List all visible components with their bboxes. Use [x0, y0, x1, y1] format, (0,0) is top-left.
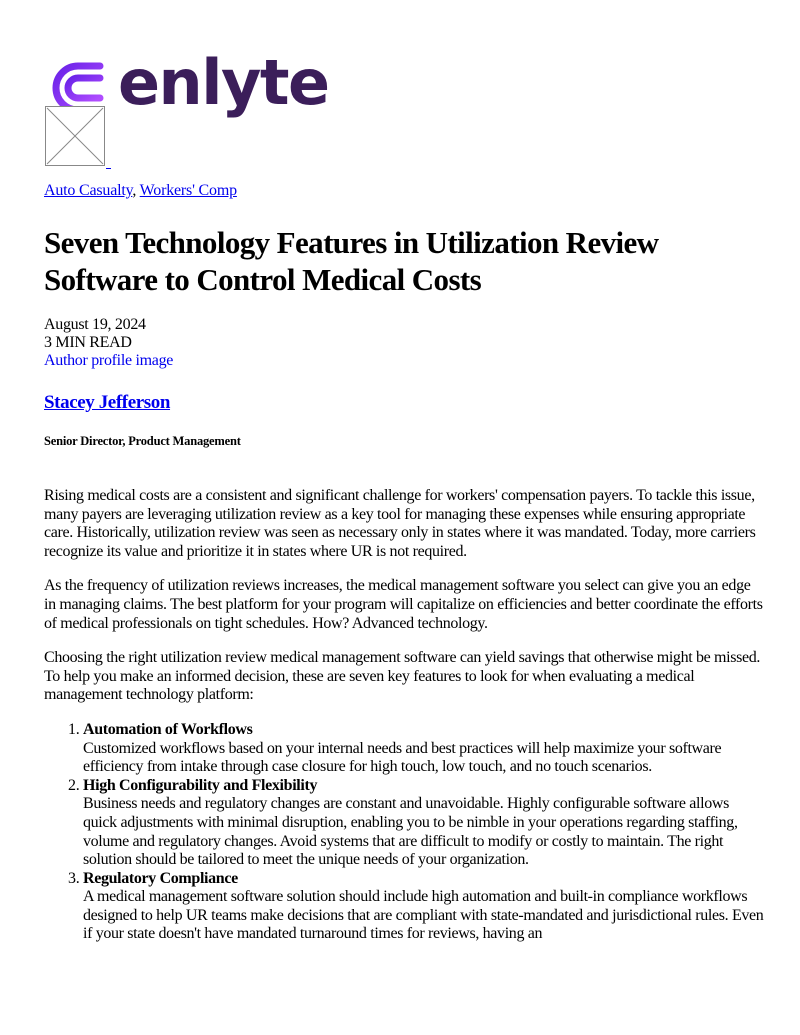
list-item: [83, 870, 764, 944]
article-body: [44, 487, 764, 944]
category-link-auto-casualty[interactable]: Auto Casualty: [44, 182, 133, 199]
author-profile-image-link[interactable]: Author profile image: [44, 352, 174, 369]
author-name-link[interactable]: Stacey Jefferson: [44, 392, 171, 413]
category-link-workers-comp[interactable]: Workers' Comp: [139, 182, 237, 199]
list-item: [83, 777, 764, 870]
article-read-time: 3 MIN READ: [44, 334, 132, 351]
paragraph-intro: Rising medical costs are a consistent and significant challenge for workers' compensation payers. To tackle this issue, many payers are leveraging utilization review as a key tool for managing these expenses while ensuring appropriate care. Historically, utilization review was seen as necessary only in states where it was mandated. Today, more carriers recognize its value and prioritize it in states where UR is not required.: [44, 487, 756, 560]
feature-heading: Automation of Workflows: [83, 720, 253, 738]
logo-wordmark: enlyte: [118, 50, 329, 119]
feature-text: Customized workflows based on your internal needs and best practices will help maximize your software efficiency from intake through case closure for high touch, low touch, and no touch scenarios.: [83, 739, 722, 776]
feature-text: Business needs and regulatory changes are constant and unavoidable. Highly configurable software allows quick adjustments with minimal disruption, enabling you to be nimble in your operations regarding staffing, volume and regulatory changes. Avoid systems that are difficult to modify or costly to maintain. The right solution should be tailored to meet the unique needs of your organization.: [83, 795, 738, 869]
author-name-heading: [44, 391, 170, 415]
broken-image-icon[interactable]: [45, 106, 105, 166]
category-links: [44, 181, 237, 201]
article-meta: [44, 316, 173, 370]
feature-heading: Regulatory Compliance: [83, 869, 238, 887]
paragraph-choosing: Choosing the right utilization review medical management software can yield savings that otherwise might be missed. To help you make an informed decision, these are seven key features to look for when evaluating a medical management technology platform:: [44, 649, 761, 704]
image-link-underline: [106, 168, 111, 169]
author-role: Senior Director, Product Management: [44, 434, 241, 448]
paragraph-frequency: As the frequency of utilization reviews increases, the medical management software you select can give you an edge in managing claims. The best platform for your program will capitalize on efficiencies and better coordinate the efforts of medical professionals on tight schedules. How? Advanced technology.: [44, 577, 763, 632]
list-item: [83, 721, 764, 777]
feature-text: A medical management software solution should include high automation and built-in compliance workflows designed to help UR teams make decisions that are compliant with state-mandated and jurisdictional rules. Even if your state doesn't have mandated turnaround times for reviews, having an: [83, 888, 764, 943]
category-separator: ,: [132, 182, 140, 199]
article-date: August 19, 2024: [44, 316, 146, 333]
feature-heading: High Configurability and Flexibility: [83, 776, 318, 794]
article-title: Seven Technology Features in Utilization Review Software to Control Medical Costs: [44, 225, 659, 297]
feature-list: [44, 721, 764, 944]
